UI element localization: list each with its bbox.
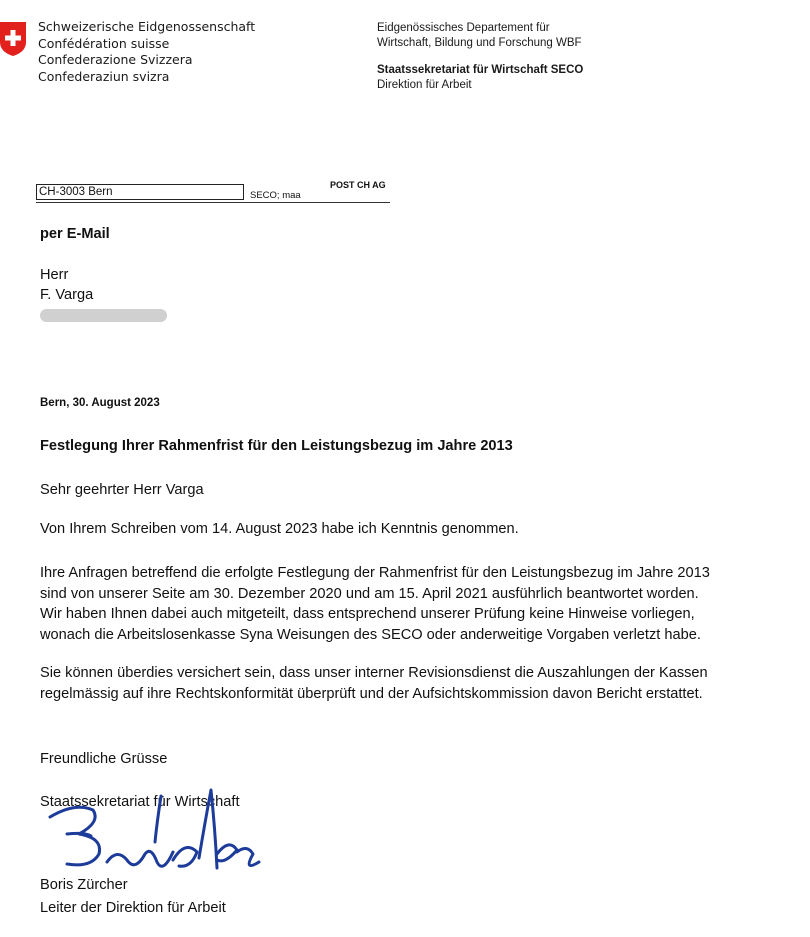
recipient-salutation: Herr bbox=[40, 267, 69, 283]
office-block bbox=[377, 63, 583, 93]
date-line: Bern, 30. August 2023 bbox=[40, 397, 160, 409]
federation-name-rm: Confederaziun svizra bbox=[38, 68, 170, 84]
recipient-name: F. Varga bbox=[40, 287, 94, 303]
address-divider bbox=[36, 202, 390, 203]
postal-box-address: CH-3003 Bern bbox=[39, 186, 113, 198]
paragraph-line: Ihre Anfragen betreffend die erfolgte Festlegung der Rahmenfrist für den Leistungsbezug im Jahre 2013 bbox=[40, 565, 710, 581]
paragraph-line: Wir haben Ihnen dabei auch mitgeteilt, dass entsprechend unserer Prüfung keine Hinweise vorliegen, bbox=[40, 606, 695, 622]
paragraph-3 bbox=[40, 663, 785, 704]
signatory-name: Boris Zürcher bbox=[40, 877, 128, 893]
federation-names bbox=[38, 19, 255, 85]
paragraph-line: sind von unserer Seite am 30. Dezember 2020 und am 15. April 2021 ausführlich beantwortet worden. bbox=[40, 585, 699, 602]
delivery-method: per E-Mail bbox=[40, 226, 110, 242]
department-line-2: Wirtschaft, Bildung und Forschung WBF bbox=[377, 37, 582, 49]
redacted-address bbox=[40, 309, 167, 322]
signatory-organisation: Staatssekretariat für Wirtschaft bbox=[40, 794, 240, 810]
closing: Freundliche Grüsse bbox=[40, 751, 168, 767]
department-line-1: Eidgenössisches Departement für bbox=[377, 22, 550, 34]
federation-name-de: Schweizerische Eidgenossenschaft bbox=[38, 19, 256, 34]
swiss-coat-of-arms-icon bbox=[0, 22, 26, 56]
office-name: Staatssekretariat für Wirtschaft SECO bbox=[377, 64, 584, 76]
greeting: Sehr geehrter Herr Varga bbox=[40, 482, 204, 498]
paragraph-line: Sie können überdies versichert sein, dass unser interner Revisionsdienst die Auszahlungen der Kassen bbox=[40, 665, 708, 681]
postal-service: POST CH AG bbox=[330, 180, 386, 190]
department-block bbox=[377, 21, 582, 51]
federation-name-it: Confederazione Svizzera bbox=[38, 52, 193, 67]
subject-line: Festlegung Ihrer Rahmenfrist für den Leistungsbezug im Jahre 2013 bbox=[40, 438, 513, 454]
reference-code: SECO; maa bbox=[250, 190, 301, 201]
paragraph-line: Von Ihrem Schreiben vom 14. August 2023 habe ich Kenntnis genommen. bbox=[40, 521, 519, 537]
paragraph-2 bbox=[40, 563, 785, 645]
office-division: Direktion für Arbeit bbox=[377, 79, 472, 91]
paragraph-1 bbox=[40, 519, 785, 540]
paragraph-line: regelmässig auf ihre Rechtskonformität überprüft und der Aufsichtskommission davon Bericht erstattet. bbox=[40, 685, 703, 702]
signatory-title: Leiter der Direktion für Arbeit bbox=[40, 900, 226, 916]
federation-name-fr: Confédération suisse bbox=[38, 35, 170, 51]
paragraph-line: wonach die Arbeitslosenkasse Syna Weisungen des SECO oder anderweitige Vorgaben verletzt habe. bbox=[40, 626, 701, 643]
